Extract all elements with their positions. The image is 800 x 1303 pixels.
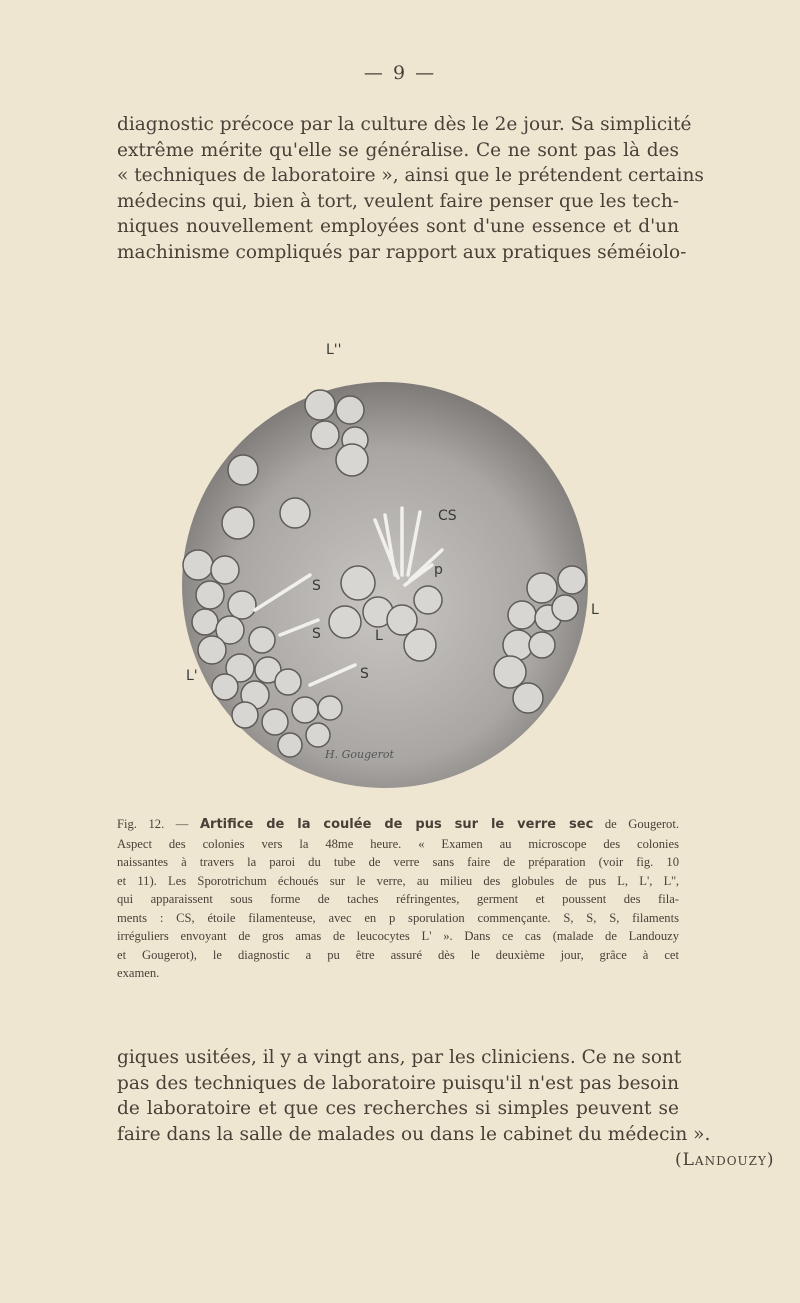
top-paragraph	[117, 112, 704, 265]
text-line: « techniques de laboratoire », ainsi que le prétendent certains	[117, 165, 704, 186]
page-number: — 9 —	[363, 62, 437, 84]
label-p: p	[434, 562, 443, 578]
text-line: machinisme compliqués par rapport aux pratiques séméiolo-	[117, 241, 687, 263]
label-s1: S	[312, 578, 321, 594]
caption-line: examen.	[117, 966, 160, 980]
caption-line: Aspect des colonies vers la 48me heure. « Examen au microscope des colonies	[117, 836, 679, 851]
figure-caption	[117, 815, 679, 983]
bottom-paragraph	[117, 1045, 711, 1147]
label-l-center: L	[375, 628, 383, 644]
caption-title-line	[117, 815, 679, 835]
label-cs: CS	[438, 508, 457, 524]
label-s2: S	[312, 626, 321, 642]
label-l-right: L	[591, 602, 599, 618]
microscope-illustration	[170, 330, 610, 790]
text-line: giques usitées, il y a vingt ans, par les cliniciens. Ce ne sont	[117, 1047, 682, 1068]
artist-signature: H. Gougerot	[325, 748, 394, 761]
figure-label: Fig. 12. —	[117, 817, 189, 831]
caption-line: et 11). Les Sporotrichum échoués sur le verre, au milieu des globules de pus L, L', L'',	[117, 873, 679, 888]
caption-line: et Gougerot), le diagnostic a pu être assuré dès le deuxième jour, grâce à cet	[117, 947, 679, 962]
text-line: médecins qui, bien à tort, veulent faire penser que les tech-	[117, 190, 679, 212]
caption-line: naissantes à travers la paroi du tube de verre sans faire de préparation (voir fig. 10	[117, 855, 679, 869]
caption-line: ments : CS, étoile filamenteuse, avec en p sporulation commençante. S, S, S, filaments	[117, 910, 679, 925]
label-l-single: L'	[186, 668, 198, 684]
text-line: faire dans la salle de malades ou dans le cabinet du médecin ».	[117, 1123, 711, 1145]
caption-title: Artifice de la coulée de pus sur le verre sec	[199, 817, 594, 832]
microscope-figure	[170, 330, 610, 790]
text-line: de laboratoire et que ces recherches si simples peuvent se	[117, 1098, 679, 1119]
text-line: extrême mérite qu'elle se généralise. Ce ne sont pas là des	[117, 139, 679, 161]
caption-line: irréguliers envoyant de gros amas de leucocytes L' ». Dans ce cas (malade de Landouzy	[117, 929, 679, 943]
label-l-double: L''	[326, 342, 342, 358]
text-line: diagnostic précoce par la culture dès le 2e jour. Sa simplicité	[117, 114, 692, 135]
text-line: niques nouvellement employées sont d'une essence et d'un	[117, 216, 679, 237]
caption-author: de Gougerot.	[604, 817, 679, 831]
quote-attribution: (Landouzy)	[675, 1150, 775, 1170]
text-line: pas des techniques de laboratoire puisqu'il n'est pas besoin	[117, 1072, 679, 1094]
label-s3: S	[360, 666, 369, 682]
caption-line: qui apparaissent sous forme de taches réfringentes, germent et poussent des fila-	[117, 892, 679, 906]
